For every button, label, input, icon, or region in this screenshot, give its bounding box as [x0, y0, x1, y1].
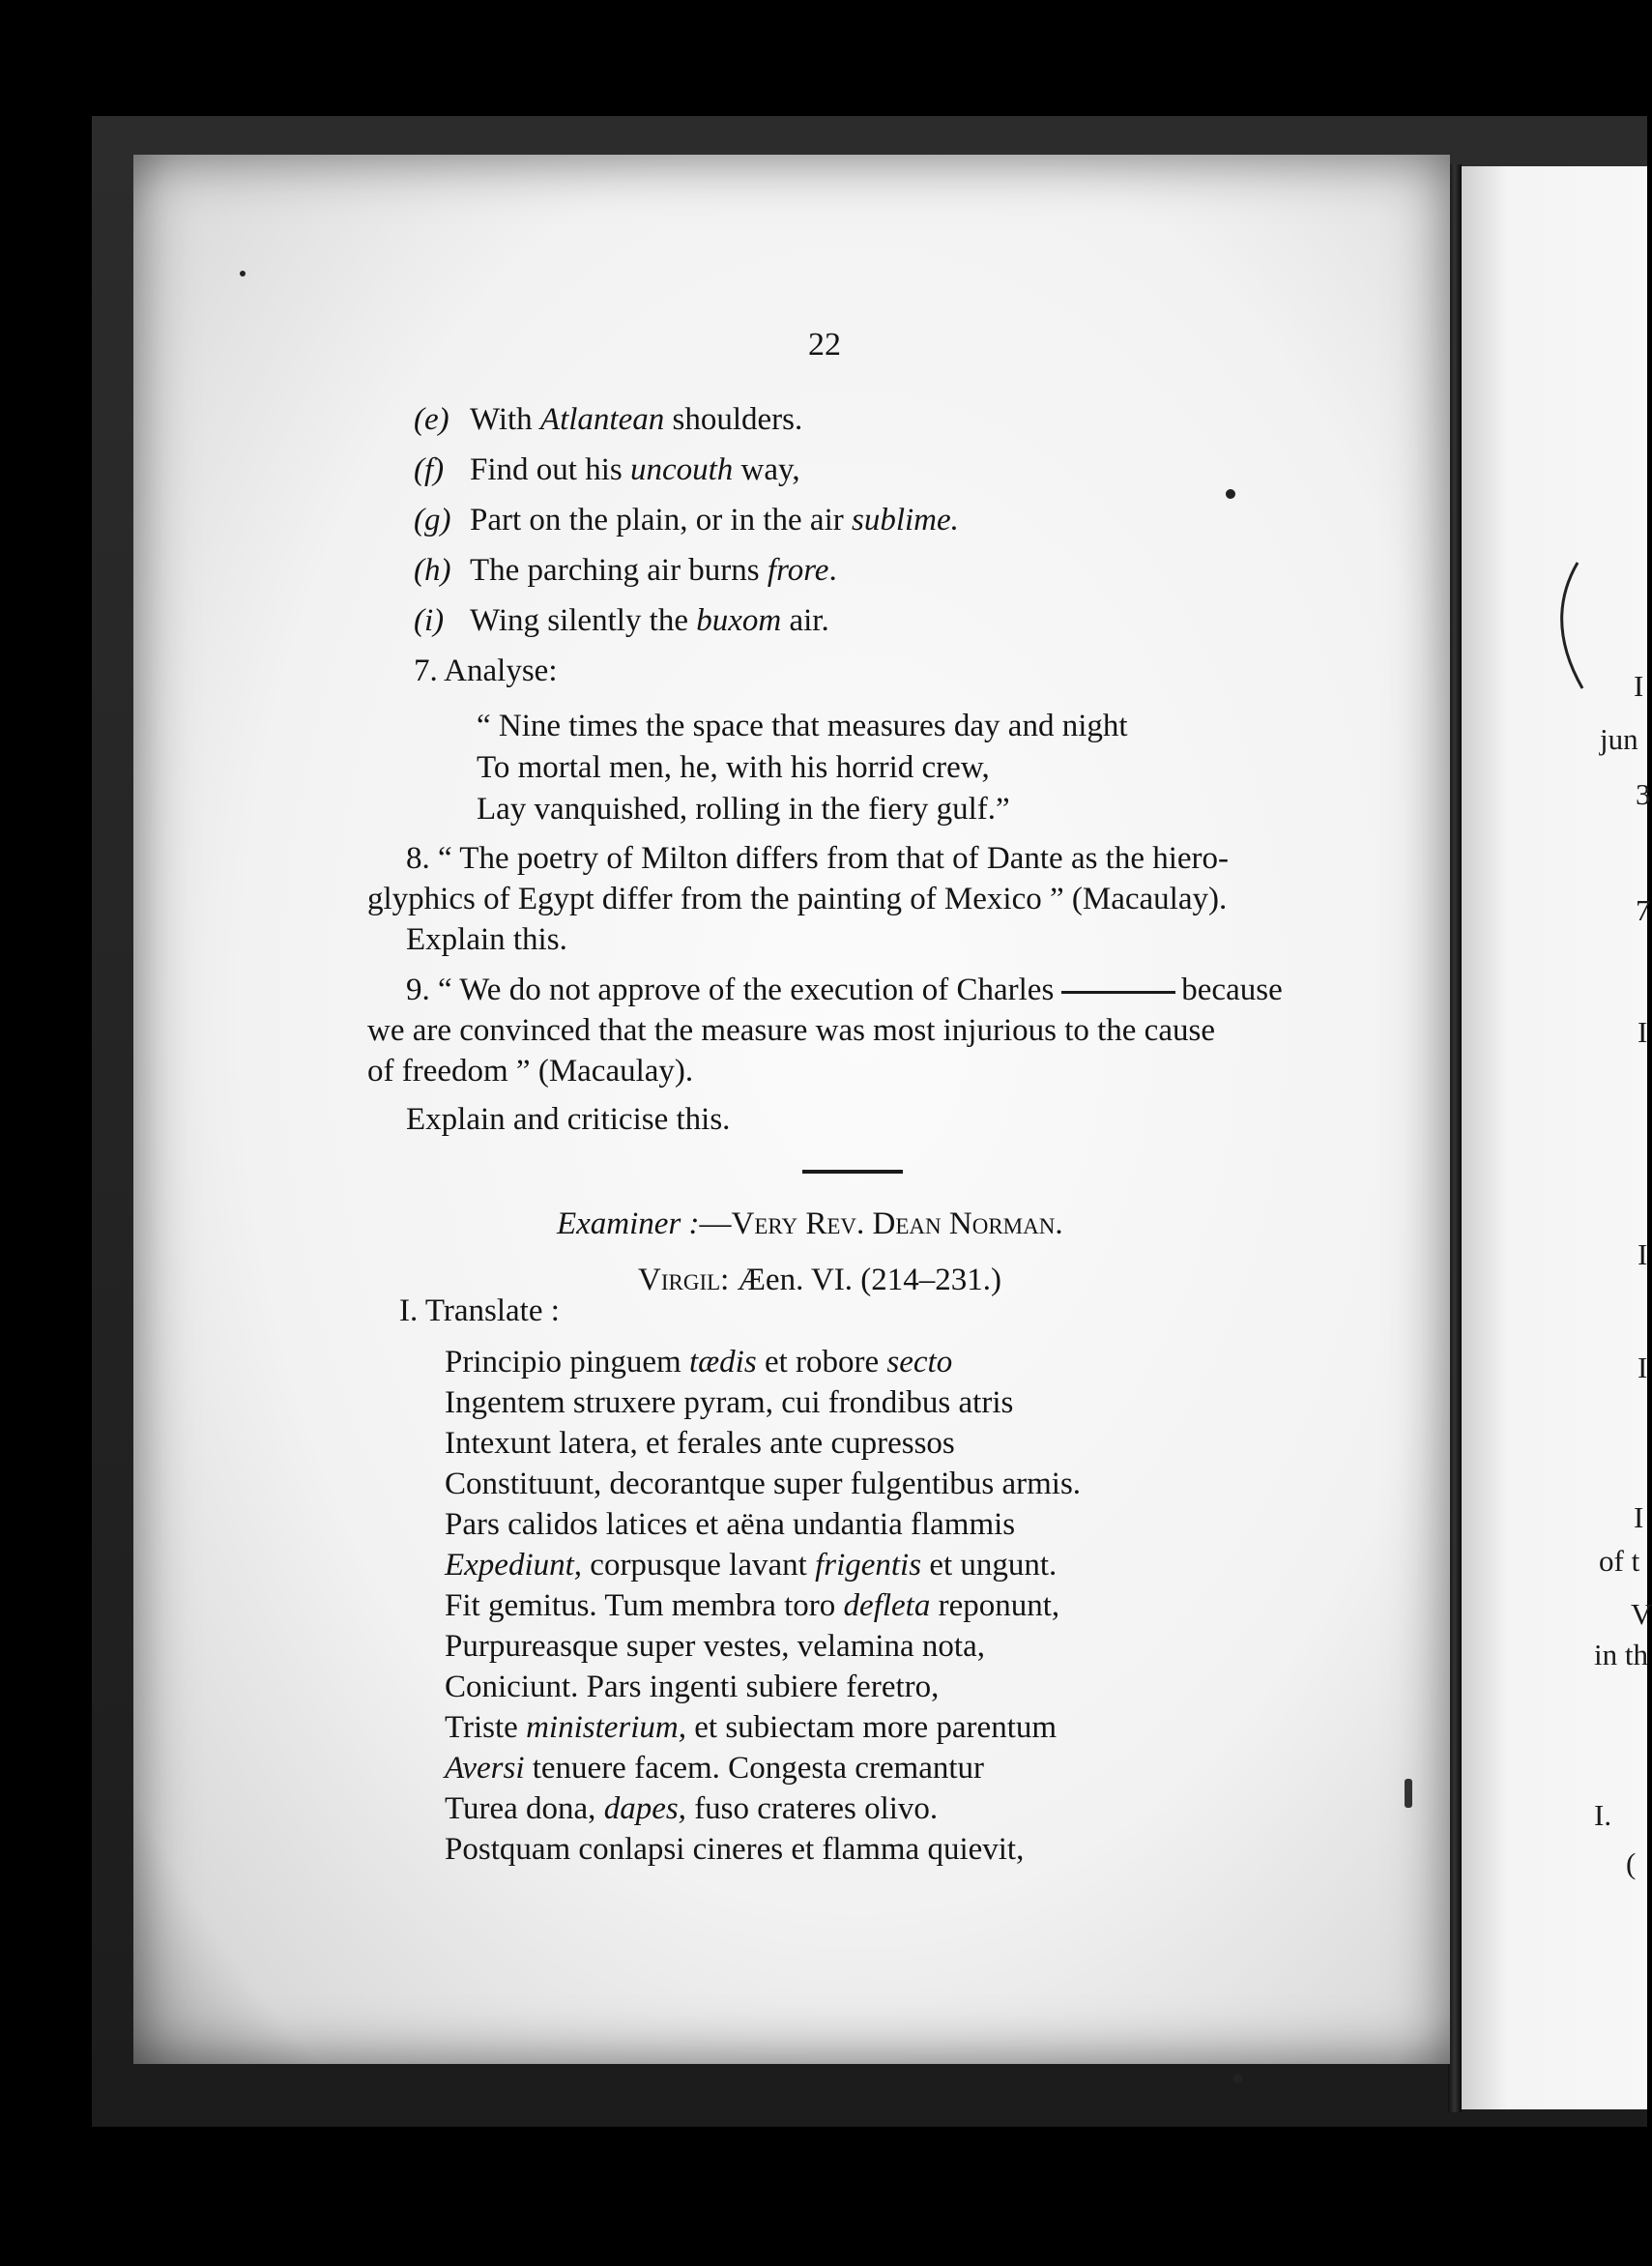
latin-text: et subiectam more parentum [686, 1710, 1058, 1745]
latin-line [445, 1550, 1057, 1582]
page-number: 22 [808, 327, 841, 363]
latin-line [445, 1428, 955, 1460]
facing-fragment: I [1634, 669, 1644, 703]
latin-line [445, 1509, 1015, 1541]
examiner-label: Examiner : [557, 1206, 700, 1241]
item-text: air. [781, 603, 829, 638]
scan-speck [1226, 489, 1235, 499]
facing-fragment: I [1634, 1500, 1644, 1534]
facing-fragment: I [1638, 1015, 1648, 1049]
question-9-line: of freedom ” (Macaulay). [367, 1054, 694, 1089]
latin-line [445, 1753, 984, 1785]
question-9-line: we are convinced that the measure was most injurious to the cause [367, 1013, 1215, 1048]
item-emphasis: uncouth [629, 452, 734, 487]
item-emphasis: sublime. [852, 503, 959, 537]
item-text: Part on the plain, or in the air [470, 503, 852, 537]
question-8-line: Explain this. [406, 922, 567, 957]
latin-text: fuso crateres olivo. [685, 1791, 939, 1826]
latin-emphasis: frigentis [815, 1548, 922, 1583]
latin-text: Purpureasque super vestes, velamina nota, [445, 1629, 986, 1664]
item-i [414, 605, 829, 637]
question-9-line [406, 974, 1283, 1006]
item-emphasis: buxom [696, 603, 782, 638]
facing-fragment: I [1638, 1351, 1648, 1384]
item-text: Wing silently the [470, 603, 697, 638]
latin-line [445, 1834, 1024, 1866]
latin-line [445, 1712, 1057, 1744]
scan-speck [240, 271, 246, 276]
item-text: The parching air burns [470, 553, 768, 588]
question-9-text: 9. “ We do not approve of the execution of Charles [406, 973, 1055, 1007]
item-e [414, 404, 802, 436]
item-f [414, 454, 800, 486]
page-fold [1448, 164, 1462, 2112]
latin-line [445, 1671, 939, 1703]
latin-text: et robore [756, 1345, 887, 1380]
item-label: (i) [414, 603, 445, 638]
facing-fragment: I [1638, 1237, 1648, 1271]
item-g [414, 505, 959, 537]
question-9-line: Explain and criticise this. [406, 1102, 731, 1137]
item-label: (h) [414, 553, 451, 588]
item-label: (g) [414, 503, 451, 537]
latin-text: et ungunt. [921, 1548, 1058, 1583]
item-h [414, 555, 837, 587]
question-8-line: glyphics of Egypt differ from the painting of Mexico ” (Macaulay). [367, 882, 1228, 916]
facing-fragment: jun [1600, 722, 1638, 756]
latin-line [445, 1347, 952, 1379]
latin-emphasis: dapes, [603, 1791, 686, 1826]
latin-emphasis: tædis [688, 1345, 757, 1380]
text-heading [638, 1264, 1001, 1296]
item-emphasis: Atlantean [539, 402, 665, 437]
quote-line: Lay vanquished, rolling in the fiery gulf.” [477, 792, 1010, 827]
text-reference: : Æen. VI. (214–231.) [720, 1263, 1002, 1297]
latin-text: Intexunt latera, et ferales ante cupressos [445, 1426, 955, 1461]
facing-fragment: of t [1599, 1544, 1640, 1578]
examiner-line [557, 1208, 1063, 1240]
facing-fragment: in th [1594, 1638, 1648, 1671]
latin-text: Principio pinguem [445, 1345, 689, 1380]
item-text: way, [733, 452, 800, 487]
item-text: With [470, 402, 540, 437]
latin-text: Pars calidos latices et aëna undantia flammis [445, 1507, 1016, 1542]
translate-heading: I. Translate : [399, 1293, 560, 1328]
latin-line [445, 1793, 938, 1825]
quote-line: “ Nine times the space that measures day and night [477, 709, 1128, 743]
item-text: Find out his [470, 452, 630, 487]
question-8-line: 8. “ The poetry of Milton differs from that of Dante as the hiero- [406, 841, 1230, 876]
facing-fragment: I. [1594, 1798, 1612, 1832]
scan-speck [1405, 1779, 1412, 1808]
latin-text: Ingentem struxere pyram, cui frondibus atris [445, 1385, 1014, 1420]
latin-text: Coniciunt. Pars ingenti subiere feretro, [445, 1670, 940, 1704]
exam-page [133, 155, 1450, 2064]
author-name: Virgil [638, 1263, 721, 1297]
latin-emphasis: Aversi [445, 1751, 525, 1786]
item-emphasis: frore [767, 553, 829, 588]
question-7-heading: 7. Analyse: [414, 654, 558, 688]
bracket-mark [1544, 553, 1602, 698]
facing-fragment: 7 [1636, 893, 1651, 927]
facing-fragment: 3 [1636, 777, 1651, 811]
item-label: (e) [414, 402, 449, 437]
latin-emphasis: secto [886, 1345, 953, 1380]
latin-text: Turea dona, [445, 1791, 604, 1826]
latin-text: corpusque lavant [582, 1548, 816, 1583]
item-text: shoulders. [664, 402, 803, 437]
item-label: (f) [414, 452, 445, 487]
latin-text: Postquam conlapsi cineres et flamma quievit, [445, 1832, 1025, 1867]
facing-page [1462, 166, 1652, 2109]
latin-text: Triste [445, 1710, 527, 1745]
question-9-text: because [1181, 973, 1283, 1007]
quote-line: To mortal men, he, with his horrid crew, [477, 750, 990, 785]
latin-text: reponunt, [930, 1588, 1060, 1623]
latin-emphasis: Expediunt, [445, 1548, 583, 1583]
latin-text: Fit gemitus. Tum membra toro [445, 1588, 844, 1623]
latin-line [445, 1387, 1013, 1419]
section-divider [802, 1170, 903, 1174]
latin-line [445, 1631, 985, 1663]
examiner-name: —Very Rev. Dean Norman. [699, 1206, 1063, 1241]
item-text: . [828, 553, 837, 588]
scan-speck [1233, 2074, 1243, 2083]
latin-text: tenuere facem. Congesta cremantur [524, 1751, 985, 1786]
em-dash-rule [1061, 991, 1175, 994]
latin-text: Constituunt, decorantque super fulgentibus armis. [445, 1467, 1082, 1501]
facing-fragment: V [1631, 1597, 1652, 1631]
latin-line [445, 1590, 1059, 1622]
latin-emphasis: ministerium, [526, 1710, 686, 1745]
latin-emphasis: defleta [843, 1588, 931, 1623]
facing-fragment: ( [1626, 1846, 1637, 1880]
latin-line [445, 1468, 1081, 1500]
